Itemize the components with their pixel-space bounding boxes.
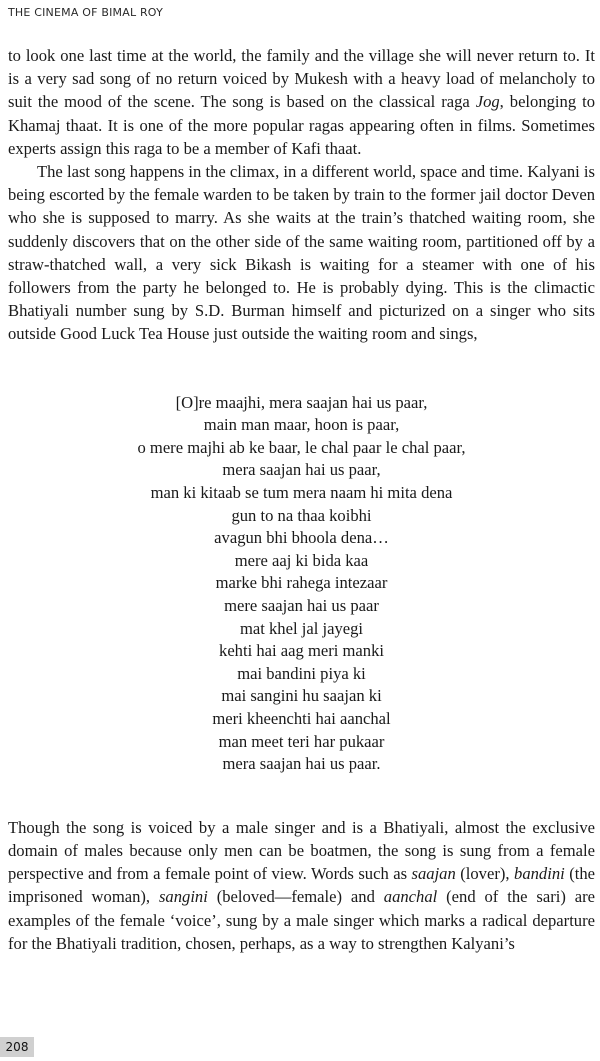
term-aanchal: aanchal (383, 887, 438, 907)
lyric-line: mere aaj ki bida kaa (234, 550, 369, 570)
lyric-line: gun to na thaa koibhi (231, 505, 372, 525)
song-lyrics (8, 392, 595, 776)
paragraph-text: to look one last time at the world, the family and the village she will never return to. It is a very sad song of no return voiced by Mukesh with a heavy load of melancholy to suit the mood of the scene. The song is based on the classical raga (8, 46, 595, 112)
page-body (8, 44, 595, 955)
lyric-line: man ki kitaab se tum mera naam hi mita dena (150, 483, 453, 503)
lyric-line: mai sangini hu saajan ki (221, 686, 382, 706)
lyric-line: mai bandini piya ki (237, 663, 366, 683)
lyric-line: main man maar, hoon is paar, (203, 415, 400, 435)
paragraph-text: Though the song is voiced by a male singer and is a Bhatiyali, almost the exclusive domain of males because only men can be boatmen, the song is sung from a female perspective and from a female point of view. Words such as (8, 817, 595, 884)
lyric-line: mera saajan hai us paar. (222, 754, 381, 774)
paragraph-text: (end of the sari) are examples of the female ‘voice’, sung by a male singer which marks a radical departure for the Bhatiyali tradition, chosen, perhaps, as a way to strengthen Kalyani’s (8, 887, 595, 953)
running-head: THE CINEMA OF BIMAL ROY (8, 6, 163, 19)
paragraph-text: , belonging to Khamaj thaat. It is one of the more popular ragas appearing often in films. Sometimes experts assign this raga to be a member of Kafi thaat. (8, 92, 595, 158)
lyric-line: marke bhi rahega intezaar (215, 573, 388, 593)
paragraph-continuation (8, 44, 595, 160)
lyric-line: mat khel jal jayegi (239, 618, 364, 638)
raga-name: Jog (475, 92, 500, 112)
lyric-line: meri kheenchti hai aanchal (212, 708, 391, 728)
lyric-line: kehti hai aag meri manki (219, 641, 384, 661)
lyric-line: [O]re maajhi, mera saajan hai us paar, (175, 392, 428, 412)
paragraph-last-song: The last song happens in the climax, in a different world, space and time. Kalyani is being escorted by the female warden to be taken by train to the former jail doctor Deven who she is supposed to marry. As she waits at the train’s thatched waiting room, she suddenly discovers that on the other side of the same waiting room, partitioned off by a straw-thatched wall, a very sick Bikash is waiting for a steamer with one of his followers from the party he belonged to. He is probably dying. This is the climactic Bhatiyali number sung by S.D. Burman himself and picturized on a singer who sits outside Good Luck Tea House just outside the waiting room and sings, (8, 162, 595, 344)
lyric-line: o mere majhi ab ke baar, le chal paar le chal paar, (137, 437, 466, 457)
paragraph-text: (lover), (455, 864, 515, 884)
term-saajan: saajan (411, 864, 456, 884)
paragraph-text: (the imprisoned woman), (8, 864, 595, 907)
term-bandini: bandini (514, 864, 565, 884)
page-number: 208 (0, 1037, 34, 1057)
lyric-line: avagun bhi bhoola dena… (214, 528, 389, 548)
term-sangini: sangini (158, 887, 208, 907)
paragraph-text: (beloved—female) and (207, 887, 384, 907)
lyric-line: man meet teri har pukaar (218, 731, 385, 751)
paragraph-analysis (8, 816, 595, 955)
lyric-line: mera saajan hai us paar, (222, 460, 381, 480)
lyric-line: mere saajan hai us paar (224, 595, 379, 615)
